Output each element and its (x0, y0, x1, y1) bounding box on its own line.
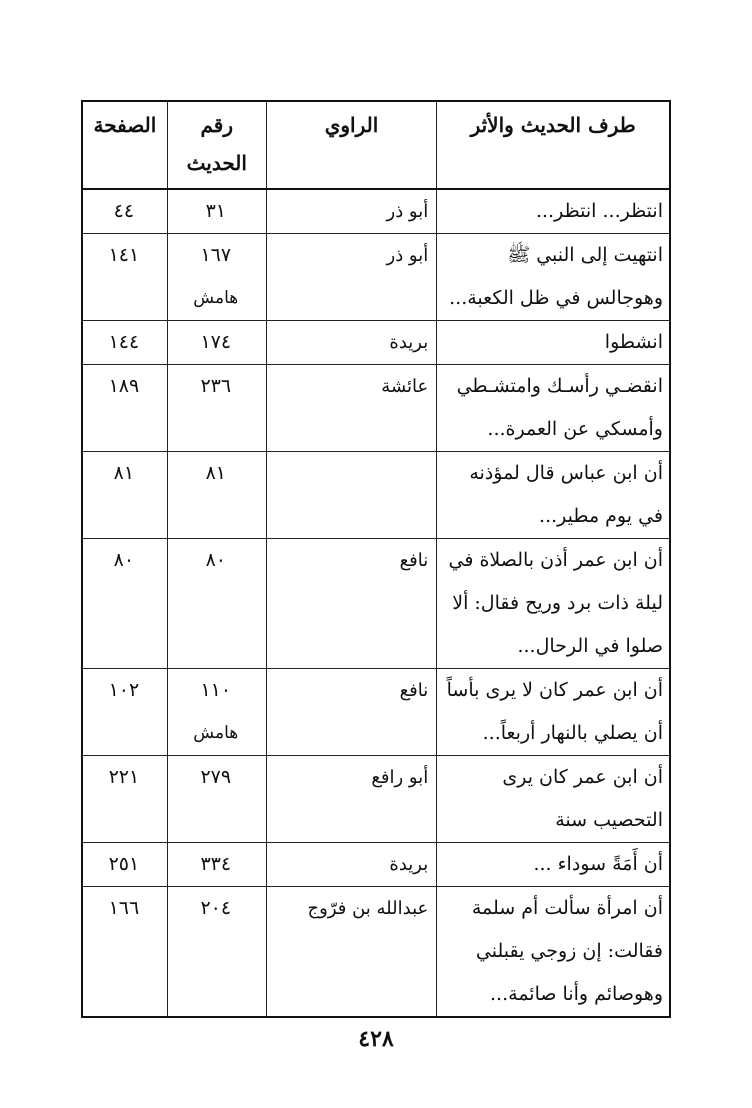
hadith-number: ١٦٧ (200, 244, 232, 266)
page-ref-cell: ٨٠ (82, 539, 167, 669)
hadith-title-cell: أن ابن عمر كان يرى التحصيب سنة (437, 756, 670, 843)
hadith-number: ١١٠ (200, 679, 232, 701)
hadith-number-cell (167, 234, 266, 321)
table-row (82, 452, 670, 539)
page-ref-cell: ١٠٢ (82, 669, 167, 756)
page-ref-cell: ١٨٩ (82, 365, 167, 452)
hadith-number-cell (167, 452, 266, 539)
header-hadith-title: طرف الحديث والأثر (437, 101, 670, 189)
hadith-number-note: هامش (193, 288, 239, 308)
hadith-title-cell: انتظر... انتظر... (437, 189, 670, 234)
hadith-number-cell (167, 321, 266, 365)
table-row (82, 843, 670, 887)
hadith-number-cell (167, 189, 266, 234)
table-row (82, 539, 670, 669)
hadith-number-note: هامش (193, 723, 239, 743)
hadith-number-cell (167, 539, 266, 669)
page-ref-cell: ١٤٤ (82, 321, 167, 365)
hadith-title-cell: انتهيت إلى النبي ﷺ وهوجالس في ظل الكعبة... (437, 234, 670, 321)
header-narrator: الراوي (266, 101, 436, 189)
hadith-number-cell (167, 669, 266, 756)
hadith-number-cell (167, 843, 266, 887)
hadith-number: ٢٣٦ (200, 375, 232, 397)
hadith-number: ٣١ (205, 200, 226, 222)
narrator-cell: نافع (266, 669, 436, 756)
hadith-title-cell: أن أَمَةً سوداء ... (437, 843, 670, 887)
table-row (82, 365, 670, 452)
page-ref-cell: ٢٢١ (82, 756, 167, 843)
narrator-cell: عبدالله بن فرّوج (266, 887, 436, 1018)
hadith-title-cell: أن ابن عمر كان لا يرى بأساً أن يصلي بالنهار أربعاً... (437, 669, 670, 756)
table-row (82, 887, 670, 1018)
hadith-title-cell: أن امرأة سألت أم سلمة فقالت: إن زوجي يقبلني وهوصائم وأنا صائمة... (437, 887, 670, 1018)
hadith-index-table (81, 100, 671, 1018)
narrator-cell: أبو رافع (266, 756, 436, 843)
header-hadith-number: رقم الحديث (167, 101, 266, 189)
hadith-number-cell (167, 887, 266, 1018)
hadith-number: ٨١ (205, 462, 226, 484)
hadith-title-cell: أن ابن عباس قال لمؤذنه في يوم مطير... (437, 452, 670, 539)
page-number: ٤٢٨ (358, 1026, 394, 1052)
table-row (82, 189, 670, 234)
header-row (82, 101, 670, 189)
hadith-title-cell: انقضـي رأسـك وامتشـطي وأمسكي عن العمرة... (437, 365, 670, 452)
hadith-number-cell (167, 756, 266, 843)
table-row (82, 234, 670, 321)
page-ref-cell: ١٤١ (82, 234, 167, 321)
page-ref-cell: ٤٤ (82, 189, 167, 234)
hadith-number: ٣٣٤ (200, 853, 232, 875)
hadith-number: ٢٠٤ (200, 897, 232, 919)
narrator-cell: عائشة (266, 365, 436, 452)
narrator-cell (266, 452, 436, 539)
hadith-number: ٨٠ (205, 549, 226, 571)
header-page: الصفحة (82, 101, 167, 189)
narrator-cell: نافع (266, 539, 436, 669)
narrator-cell: أبو ذر (266, 234, 436, 321)
table-row (82, 756, 670, 843)
hadith-number: ١٧٤ (200, 331, 232, 353)
page-ref-cell: ٨١ (82, 452, 167, 539)
hadith-title-cell: انشطوا (437, 321, 670, 365)
hadith-number-cell (167, 365, 266, 452)
table-row (82, 669, 670, 756)
hadith-number: ٢٧٩ (200, 766, 232, 788)
narrator-cell: بريدة (266, 843, 436, 887)
table-row (82, 321, 670, 365)
hadith-title-cell: أن ابن عمر أذن بالصلاة في ليلة ذات برد وريح فقال: ألا صلوا في الرحال... (437, 539, 670, 669)
page-ref-cell: ٢٥١ (82, 843, 167, 887)
narrator-cell: بريدة (266, 321, 436, 365)
page-ref-cell: ١٦٦ (82, 887, 167, 1018)
narrator-cell: أبو ذر (266, 189, 436, 234)
